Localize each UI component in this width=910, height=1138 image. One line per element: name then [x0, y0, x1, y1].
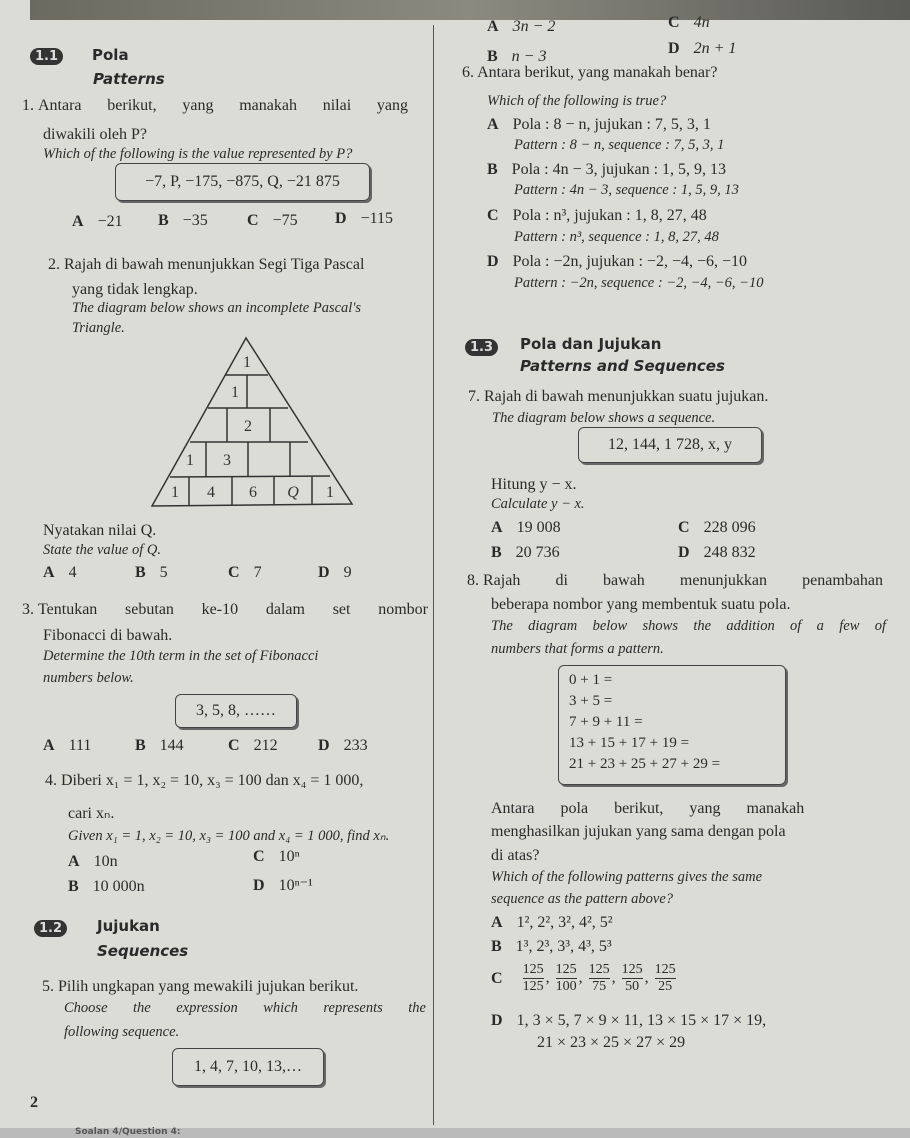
section-title: Pola dan Jujukan [520, 335, 662, 353]
triangle-cell: 3 [223, 452, 231, 469]
q5-english: Choose the expression which represents the [64, 1000, 426, 1016]
q8-text-5: di atas? [491, 847, 540, 864]
q1-option-b: B −35 [158, 212, 208, 229]
q8-text-4: menghasilkan jujukan yang sama dengan pola [491, 823, 786, 840]
section-title: Jujukan [97, 917, 160, 935]
pascal-triangle-diagram [140, 335, 360, 515]
triangle-cell: 4 [207, 484, 215, 501]
q7-text: 7. Rajah di bawah menunjukkan suatu jujukan. [468, 388, 769, 405]
triangle-cell: 6 [249, 484, 257, 501]
q6-option-d-english: Pattern : −2n, sequence : −2, −4, −6, −10 [514, 275, 764, 291]
q2-english: The diagram below shows an incomplete Pascal's [72, 300, 362, 316]
triangle-cell: 1 [171, 484, 179, 501]
addition-line: 0 + 1 = [569, 672, 613, 688]
q3-option-c: C 212 [228, 737, 278, 754]
q8-english-3: Which of the following patterns gives the same [491, 869, 763, 885]
q2-option-d: D 9 [318, 564, 352, 581]
section-badge: 1.3 [465, 339, 498, 356]
fraction: $\frac{125}{25}$ [654, 962, 676, 994]
q7-ask: Hitung y − x. [491, 476, 577, 493]
addition-line: 21 + 23 + 25 + 27 + 29 = [569, 756, 721, 772]
option-b: B n − 3 [487, 48, 547, 65]
q6-option-b-english: Pattern : 4n − 3, sequence : 1, 5, 9, 13 [514, 182, 739, 198]
q8-option-d: D 1, 3 × 5, 7 × 9 × 11, 13 × 15 × 17 × 19, [491, 1012, 767, 1029]
q7-option-c: C 228 096 [678, 519, 756, 536]
q4-english: Given x₁ = 1, x₂ = 10, x₃ = 100 and x₄ = 1 000, find xₙ. [68, 828, 390, 844]
q7-option-a: A 19 008 [491, 519, 561, 536]
q3-option-a: A 111 [43, 737, 92, 754]
column-divider [433, 25, 434, 1125]
option-a: A 3n − 2 [487, 18, 556, 35]
triangle-cell: 1 [243, 354, 251, 371]
q6-option-c-english: Pattern : n³, sequence : 1, 8, 27, 48 [514, 229, 719, 245]
triangle-cell: 1 [186, 452, 194, 469]
q7-sequence-box: 12, 144, 1 728, x, y [578, 427, 762, 463]
q6-option-a-english: Pattern : 8 − n, sequence : 7, 5, 3, 1 [514, 137, 725, 153]
q2-option-a: A 4 [43, 564, 77, 581]
q3-option-d: D 233 [318, 737, 368, 754]
q3-english: Determine the 10th term in the set of Fibonacci [43, 648, 319, 664]
q2-ask-english: State the value of Q. [43, 542, 161, 558]
q8-option-c: C $\frac{125}{125}$ , $\frac{125}{100}$ , $\frac{125}{75}$ , $\frac{125}{50}$ , $\frac{125}{25}$ [491, 962, 676, 994]
q2-ask: Nyatakan nilai Q. [43, 522, 157, 539]
q7-option-b: B 20 736 [491, 544, 560, 561]
option-d: D 2n + 1 [668, 40, 737, 57]
q4-text-2: cari xₙ. [68, 805, 115, 822]
q6-text: 6. Antara berikut, yang manakah benar? [462, 64, 718, 81]
q6-option-d: D Pola : −2n, jujukan : −2, −4, −6, −10 [487, 253, 748, 270]
q2-english-2: Triangle. [72, 320, 125, 336]
q1-option-a: A −21 [72, 213, 123, 230]
q4-option-b: B 10 000n [68, 878, 145, 895]
q3-text-2: Fibonacci di bawah. [43, 627, 173, 644]
q7-option-d: D 248 832 [678, 544, 756, 561]
addition-line: 13 + 15 + 17 + 19 = [569, 735, 690, 751]
q8-option-a: A 1², 2², 3², 4², 5² [491, 914, 613, 931]
q6-english: Which of the following is true? [487, 93, 667, 109]
q3-english-2: numbers below. [43, 670, 134, 686]
fraction: $\frac{125}{75}$ [588, 962, 610, 994]
q3-sequence-box: 3, 5, 8, …… [175, 694, 297, 728]
q3-text: 3. Tentukan sebutan ke-10 dalam set nombor [22, 601, 428, 618]
fraction: $\frac{125}{100}$ [555, 962, 577, 994]
q8-option-d-line2: 21 × 23 × 25 × 27 × 29 [537, 1034, 686, 1051]
addition-line: 7 + 9 + 11 = [569, 714, 643, 730]
triangle-cell: 2 [244, 418, 252, 435]
q8-english: The diagram below shows the addition of a few of [491, 618, 886, 634]
q5-text: 5. Pilih ungkapan yang mewakili jujukan berikut. [42, 978, 359, 995]
addition-line: 3 + 5 = [569, 693, 613, 709]
q8-english-2: numbers that forms a pattern. [491, 641, 664, 657]
q6-option-c: C Pola : n³, jujukan : 1, 8, 27, 48 [487, 207, 707, 224]
q8-english-4: sequence as the pattern above? [491, 891, 674, 907]
q4-option-d: D 10ⁿ⁻¹ [253, 877, 313, 894]
page-number: 2 [30, 1094, 38, 1111]
section-badge: 1.1 [30, 48, 63, 65]
triangle-cell: 1 [231, 384, 239, 401]
q6-option-b: B Pola : 4n − 3, jujukan : 1, 5, 9, 13 [487, 161, 727, 178]
section-subtitle: Sequences [97, 942, 189, 960]
option-c: C 4n [668, 14, 710, 31]
q8-text-3: Antara pola berikut, yang manakah [491, 800, 805, 817]
footer-text: Soalan 4/Question 4: [75, 1127, 181, 1137]
q8-text: 8. Rajah di bawah menunjukkan penambahan [467, 572, 883, 589]
q2-text-2: yang tidak lengkap. [72, 281, 198, 298]
q1-option-d: D −115 [335, 210, 393, 227]
q1-text-2: diwakili oleh P? [43, 126, 147, 143]
q2-option-c: C 7 [228, 564, 262, 581]
q7-ask-english: Calculate y − x. [491, 496, 585, 512]
fraction: $\frac{125}{125}$ [522, 962, 544, 994]
q5-english-2: following sequence. [64, 1024, 180, 1040]
q1-option-c: C −75 [247, 212, 298, 229]
q2-option-b: B 5 [135, 564, 168, 581]
triangle-cell: 1 [326, 484, 334, 501]
q1-english: Which of the following is the value represented by P? [43, 146, 353, 162]
triangle-cell: Q [287, 484, 299, 501]
q8-text-2: beberapa nombor yang membentuk suatu pola. [491, 596, 791, 613]
q8-addition-box [558, 665, 786, 785]
section-subtitle: Patterns and Sequences [520, 357, 725, 375]
photo-background-strip [30, 0, 910, 20]
section-badge: 1.2 [34, 920, 67, 937]
q3-option-b: B 144 [135, 737, 184, 754]
q1-text: 1. Antara berikut, yang manakah nilai yang [22, 97, 408, 114]
q5-sequence-box: 1, 4, 7, 10, 13,… [172, 1048, 324, 1086]
q1-sequence-box: −7, P, −175, −875, Q, −21 875 [115, 163, 370, 201]
section-title: Pola [92, 46, 129, 64]
fraction: $\frac{125}{50}$ [621, 962, 643, 994]
q6-option-a: A Pola : 8 − n, jujukan : 7, 5, 3, 1 [487, 116, 711, 133]
q2-text: 2. Rajah di bawah menunjukkan Segi Tiga Pascal [48, 256, 365, 273]
section-subtitle: Patterns [93, 70, 165, 88]
q7-english: The diagram below shows a sequence. [492, 410, 716, 426]
q4-option-a: A 10n [68, 853, 118, 870]
q4-text: 4. Diberi x₁ = 1, x₂ = 10, x₃ = 100 dan x₄ = 1 000, [45, 772, 364, 789]
q4-option-c: C 10ⁿ [253, 848, 300, 865]
q8-option-b: B 1³, 2³, 3³, 4³, 5³ [491, 938, 612, 955]
